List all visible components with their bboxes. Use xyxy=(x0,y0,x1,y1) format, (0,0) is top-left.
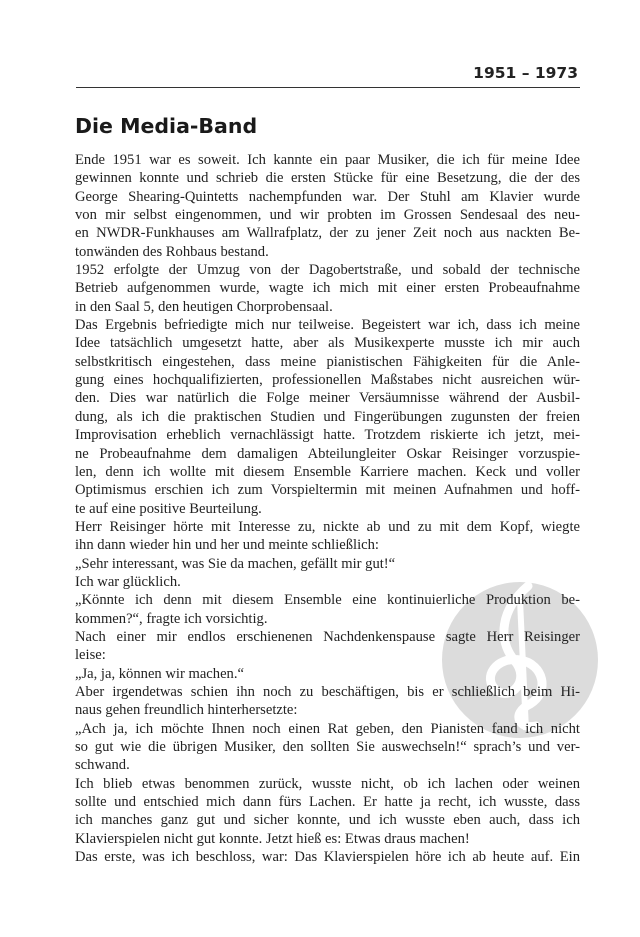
text-line: Ende 1951 war es soweit. Ich kannte ein paar Musiker, die ich für meine Idee xyxy=(75,152,580,168)
paragraph xyxy=(75,261,580,316)
text-line: kommen?“, fragte ich vorsichtig. xyxy=(75,610,268,627)
text-line: George Shearing-Quintetts nachempfunden war. Der Stuhl am Klavier wurde xyxy=(75,188,580,205)
paragraph xyxy=(75,151,580,261)
paragraph xyxy=(75,573,580,591)
text-line: en NWDR-Funkhauses am Wallrafplatz, der zu jener Zeit noch aus nackten Be- xyxy=(75,225,580,242)
text-line: sollte und entschied mich dann fürs Lachen. Er hatte ja recht, ich wusste, dass xyxy=(75,794,580,811)
text-line: Ich blieb etwas benommen zurück, wusste nicht, ob ich lachen oder weinen xyxy=(75,775,580,792)
text-line: te auf eine positive Beurteilung. xyxy=(75,500,262,517)
text-line: Das Ergebnis befriedigte mich nur teilweise. Begeistert war ich, dass ich meine xyxy=(75,317,580,334)
text-line: „Ja, ja, können wir machen.“ xyxy=(75,665,244,682)
text-line: Optimismus erschien ich zum Vorspieltermin mit meinen Aufnahmen und hoff- xyxy=(75,482,580,499)
text-line: von mir selbst eingenommen, und wir probten im Grossen Sendesaal des neu- xyxy=(75,207,580,224)
text-line: tonwänden des Rohbaus bestand. xyxy=(75,243,269,260)
running-header xyxy=(76,64,580,88)
paragraph xyxy=(75,665,580,683)
text-line: selbstkritisch eingestehen, dass meine pianistischen Fähigkeiten für die Anle- xyxy=(75,353,580,370)
text-line: ne Probeaufnahme dem damaligen Abteilungleiter Oskar Reisinger vorzuspie- xyxy=(75,445,580,462)
paragraph xyxy=(75,683,580,720)
text-line: dung, als ich die praktischen Studien und Fingerübungen zugunsten der freien xyxy=(75,408,580,425)
paragraph xyxy=(75,628,580,665)
text-line: schwand. xyxy=(75,757,130,774)
paragraph xyxy=(75,848,580,866)
text-line: Herr Reisinger hörte mit Interesse zu, nickte ab und zu mit dem Kopf, wiegte xyxy=(75,518,580,535)
paragraph xyxy=(75,775,580,848)
text-line: len, denn ich wollte mit diesem Ensemble Karriere machen. Keck und voller xyxy=(75,463,580,480)
text-line: 1952 erfolgte der Umzug von der Dagobertstraße, und sobald der technische xyxy=(75,262,580,279)
text-line: ich manches ganz gut und sicher konnte, und ich wusste eben auch, dass ich xyxy=(75,812,580,829)
text-line: Ich war glücklich. xyxy=(75,573,181,590)
text-line: „Sehr interessant, was Sie da machen, gefällt mir gut!“ xyxy=(75,555,396,572)
text-line: Das erste, was ich beschloss, war: Das Klavierspielen höre ich ab heute auf. Ein xyxy=(75,849,580,866)
paragraph xyxy=(75,316,580,518)
text-line: Idee tatsächlich umgesetzt hatte, aber als Musikexperte musste ich mir auch xyxy=(75,335,580,352)
paragraph xyxy=(75,518,580,555)
text-line: so gut wie die übrigen Musiker, den sollten Sie auswechseln!“ sprach’s und ver- xyxy=(75,739,580,755)
running-header-years: 1951 – 1973 xyxy=(473,64,578,82)
text-line: Nach einer mir endlos erschienenen Nachdenkenspause sagte Herr Reisinger xyxy=(75,628,580,645)
paragraph xyxy=(75,720,580,775)
text-line: gung eines hochqualifizierten, professionellen Maßstabes nicht ausreichen wür- xyxy=(75,372,580,389)
text-line: in den Saal 5, den heutigen Chorprobensaal. xyxy=(75,298,333,315)
paragraph xyxy=(75,555,580,573)
text-line: leise: xyxy=(75,647,106,664)
text-line: „Könnte ich denn mit diesem Ensemble eine kontinuierliche Produktion be- xyxy=(75,592,580,609)
text-line: den. Dies war natürlich die Folge meiner Versäumnisse während der Ausbil- xyxy=(75,390,580,407)
text-line: naus gehen freundlich hinterhersetzte: xyxy=(75,702,298,719)
chapter-heading: Die Media-Band xyxy=(75,114,258,138)
text-line: ihn dann wieder hin und her und meinte schließlich: xyxy=(75,537,379,554)
text-line: Aber irgendetwas schien ihn noch zu beschäftigen, bis er schließlich beim Hi- xyxy=(75,683,580,700)
body-text xyxy=(75,151,580,866)
text-line: Klavierspielen nicht gut konnte. Jetzt hieß es: Etwas draus machen! xyxy=(75,830,470,847)
text-line: Improvisation erheblich vernachlässigt hatte. Trotzdem riskierte ich jetzt, mei- xyxy=(75,427,580,444)
text-line: „Ach ja, ich möchte Ihnen noch einen Rat geben, den Pianisten fand ich nicht xyxy=(75,720,580,737)
text-line: gewinnen konnte und schrieb die ersten Stücke für eine Besetzung, die der des xyxy=(75,170,580,187)
paragraph xyxy=(75,591,580,628)
text-line: Betrieb aufgenommen wurde, wagte ich mich mit einer ersten Probeaufnahme xyxy=(75,280,580,297)
